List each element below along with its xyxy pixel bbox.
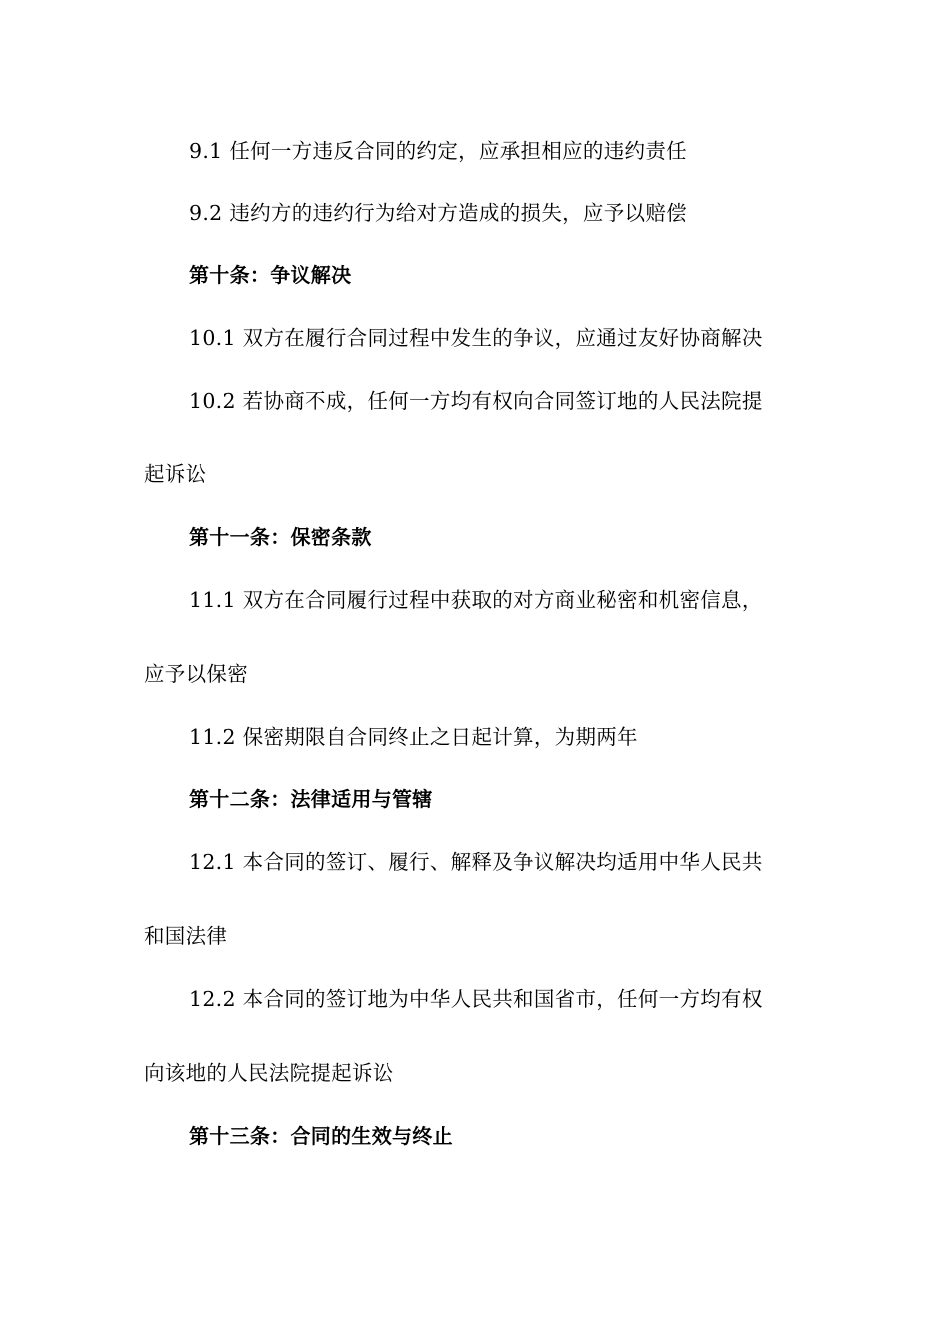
clause-11-1: 11.1 双方在合同履行过程中获取的对方商业秘密和机密信息， bbox=[189, 588, 763, 612]
clause-9-2: 9.2 违约方的违约行为给对方造成的损失，应予以赔偿 bbox=[189, 201, 687, 225]
clause-12-2-continued: 向该地的人民法院提起诉讼 bbox=[144, 1061, 394, 1085]
clause-12-2: 12.2 本合同的签订地为中华人民共和国省市，任何一方均有权 bbox=[189, 987, 763, 1011]
clause-9-1: 9.1 任何一方违反合同的约定，应承担相应的违约责任 bbox=[189, 139, 687, 163]
article-13-heading: 第十三条：合同的生效与终止 bbox=[189, 1124, 453, 1148]
clause-10-2: 10.2 若协商不成，任何一方均有权向合同签订地的人民法院提 bbox=[189, 389, 763, 413]
article-10-heading: 第十条：争议解决 bbox=[189, 263, 352, 287]
clause-10-2-continued: 起诉讼 bbox=[144, 462, 207, 486]
article-12-heading: 第十二条：法律适用与管辖 bbox=[189, 787, 433, 811]
clause-11-2: 11.2 保密期限自合同终止之日起计算，为期两年 bbox=[189, 725, 638, 749]
clause-12-1-continued: 和国法律 bbox=[144, 924, 228, 948]
clause-12-1: 12.1 本合同的签订、履行、解释及争议解决均适用中华人民共 bbox=[189, 850, 763, 874]
article-11-heading: 第十一条：保密条款 bbox=[189, 525, 372, 549]
clause-10-1: 10.1 双方在履行合同过程中发生的争议，应通过友好协商解决 bbox=[189, 326, 763, 350]
clause-11-1-continued: 应予以保密 bbox=[144, 662, 248, 686]
